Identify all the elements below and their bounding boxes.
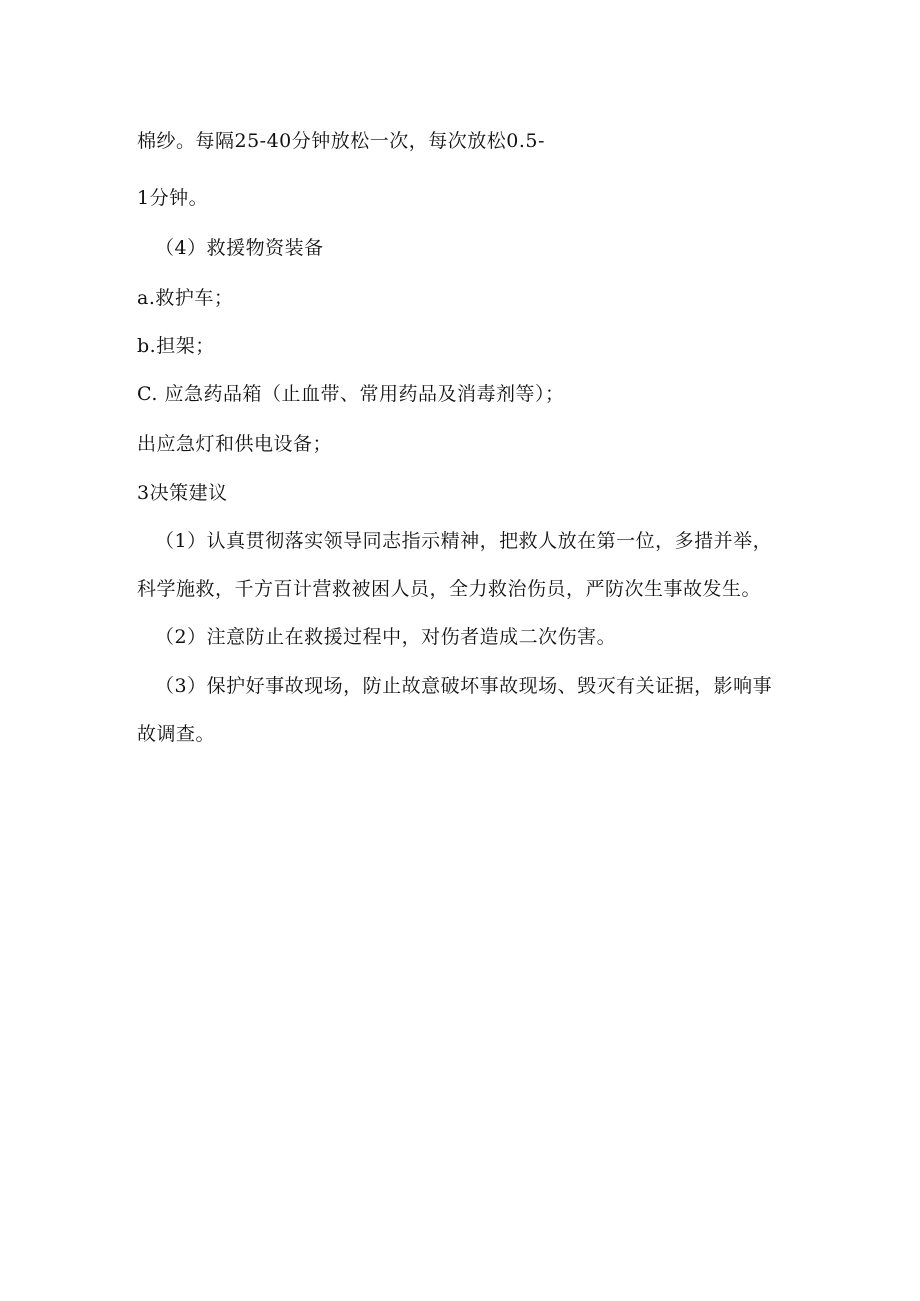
paragraph-line: 1分钟。 (137, 187, 209, 209)
list-item: a.救护车； (137, 287, 234, 309)
paragraph-line: （2）注意防止在救援过程中，对伤者造成二次伤害。 (155, 626, 617, 648)
list-item: C. 应急药品箱（止血带、常用药品及消毒剂等）； (137, 383, 565, 405)
section-heading: 3决策建议 (137, 482, 228, 504)
paragraph-line: （1）认真贯彻落实领导同志指示精神，把救人放在第一位，多措并举， (155, 530, 773, 552)
paragraph-line: 故调查。 (137, 723, 216, 745)
section-heading: （4）救援物资装备 (155, 237, 324, 259)
paragraph-line: 科学施救，千方百计营救被困人员，全力救治伤员，严防次生事故发生。 (137, 578, 762, 600)
list-item: 出应急灯和供电设备； (137, 433, 333, 455)
list-item: b.担架； (137, 335, 215, 357)
paragraph-line: （3）保护好事故现场，防止故意破坏事故现场、毁灭有关证据，影响事 (155, 675, 773, 697)
paragraph-line: 棉纱。每隔25-40分钟放松一次，每次放松0.5- (137, 130, 545, 152)
